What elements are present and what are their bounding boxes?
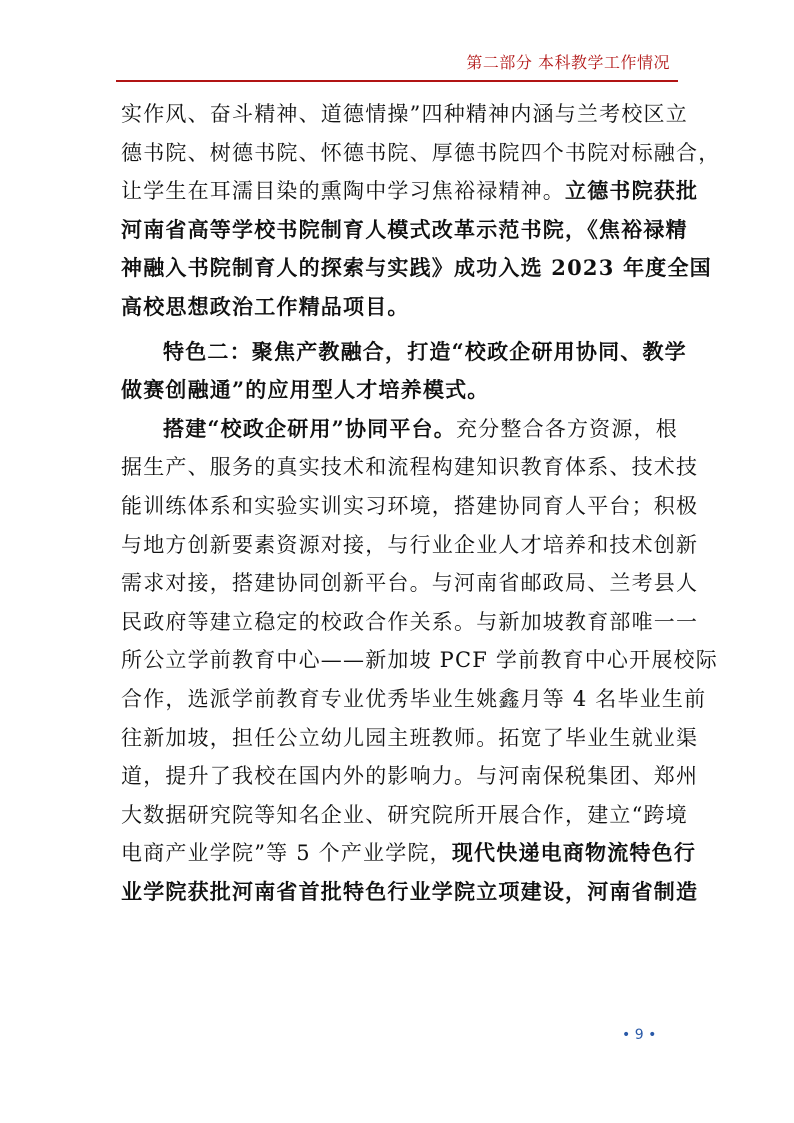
text-segment: 大数据研究院等知名企业、研究院所开展合作，建立“跨境 bbox=[121, 802, 688, 827]
text-line bbox=[121, 873, 699, 912]
text-segment: 与地方创新要素资源对接，与行业企业人才培养和技术创新 bbox=[121, 532, 699, 557]
text-segment: 道，提升了我校在国内外的影响力。与河南保税集团、郑州 bbox=[121, 764, 699, 789]
bold-text-segment: 特色二：聚焦产教融合，打造“校政企研用协同、教学 bbox=[163, 338, 687, 364]
text-line bbox=[121, 526, 699, 565]
text-line bbox=[121, 757, 699, 796]
text-line bbox=[121, 172, 699, 211]
text-segment: 实作风、奋斗精神、道德情操”四种精神内涵与兰考校区立 bbox=[121, 102, 688, 126]
bold-text-segment: 搭建“校政企研用”协同平台。 bbox=[163, 415, 456, 441]
body-text bbox=[121, 95, 721, 911]
text-line bbox=[121, 719, 699, 758]
text-line bbox=[121, 796, 688, 835]
page-number-value: 9 bbox=[634, 1027, 644, 1043]
text-line bbox=[121, 564, 699, 603]
text-line bbox=[121, 134, 721, 173]
bold-text-segment: 高校思想政治工作精品项目。 bbox=[121, 293, 410, 319]
text-segment: 所公立学前教育中心——新加坡 PCF 学前教育中心开展校际 bbox=[121, 648, 718, 673]
text-segment: 合作，选派学前教育专业优秀毕业生姚鑫月等 4 名毕业生前 bbox=[121, 686, 707, 711]
text-line bbox=[121, 448, 699, 487]
bold-text-segment: 做赛创融通”的应用型人才培养模式。 bbox=[121, 377, 490, 403]
text-segment: 电商产业学院”等 5 个产业学院， bbox=[121, 841, 452, 866]
text-line bbox=[121, 333, 687, 372]
text-line bbox=[121, 603, 699, 642]
header-rule bbox=[116, 80, 678, 82]
page-number: • 9 • bbox=[622, 1027, 657, 1043]
text-line bbox=[121, 487, 699, 526]
bold-text-segment: 立德书院获批 bbox=[565, 178, 699, 204]
text-line bbox=[121, 410, 678, 449]
text-segment: 德书院、树德书院、怀德书院、厚德书院四个书院对标融合， bbox=[121, 140, 721, 165]
text-line bbox=[121, 95, 688, 134]
text-segment: 让学生在耳濡目染的熏陶中学习焦裕禄精神。 bbox=[121, 179, 565, 204]
text-line bbox=[121, 249, 712, 288]
text-line bbox=[121, 211, 688, 250]
text-line bbox=[121, 288, 673, 327]
text-segment: 需求对接，搭建协同创新平台。与河南省邮政局、兰考县人 bbox=[121, 571, 699, 596]
bold-text-segment: 业学院获批河南省首批特色行业学院立项建设，河南省制造 bbox=[121, 878, 699, 904]
bold-text-segment: 现代快递电商物流特色行 bbox=[451, 840, 697, 866]
text-line bbox=[121, 680, 707, 719]
text-line bbox=[121, 834, 697, 873]
text-line bbox=[121, 641, 718, 680]
bold-text-segment: 河南省高等学校书院制育人模式改革示范书院，《焦裕禄精 bbox=[121, 216, 688, 242]
text-segment: 民政府等建立稳定的校政合作关系。与新加坡教育部唯一一 bbox=[121, 609, 699, 634]
text-segment: 充分整合各方资源，根 bbox=[455, 416, 678, 441]
section-header: 第二部分 本科教学工作情况 bbox=[466, 53, 670, 72]
text-segment: 能训练体系和实验实训实习环境，搭建协同育人平台；积极 bbox=[121, 493, 699, 518]
bold-text-segment: 神融入书院制育人的探索与实践》成功入选 2023 年度全国 bbox=[121, 255, 712, 281]
text-segment: 据生产、服务的真实技术和流程构建知识教育体系、技术技 bbox=[121, 455, 699, 480]
text-line bbox=[121, 371, 673, 410]
text-segment: 往新加坡，担任公立幼儿园主班教师。拓宽了毕业生就业渠 bbox=[121, 725, 699, 750]
